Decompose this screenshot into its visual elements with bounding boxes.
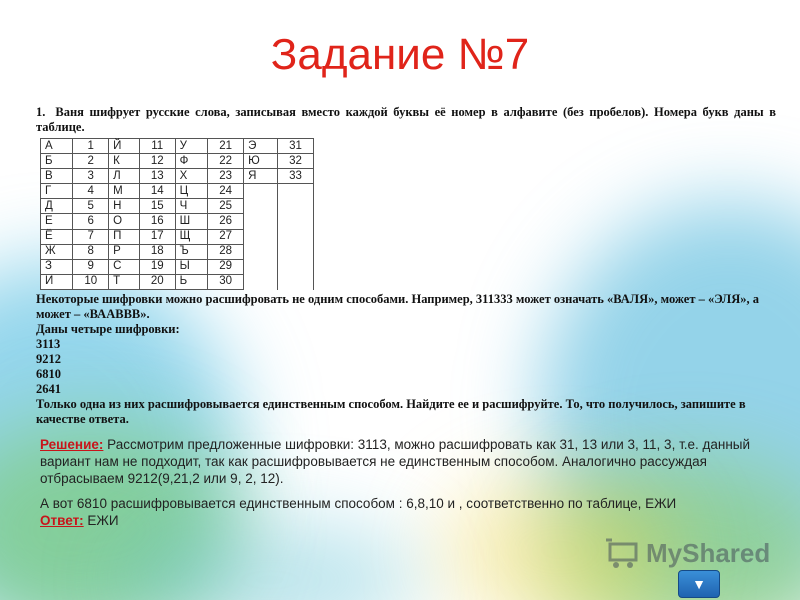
letter-cell: И <box>41 274 73 289</box>
table-row <box>41 244 314 259</box>
codes-list <box>36 337 776 397</box>
task-given: Даны четыре шифровки: <box>36 322 180 336</box>
number-cell: 1 <box>73 139 109 154</box>
number-cell: 13 <box>139 169 175 184</box>
letter-cell <box>244 199 278 214</box>
letter-cell: Т <box>109 274 140 289</box>
code-item: 6810 <box>36 367 61 381</box>
number-cell: 14 <box>139 184 175 199</box>
letter-cell: Ц <box>175 184 208 199</box>
table-row <box>41 199 314 214</box>
table-row <box>41 184 314 199</box>
number-cell: 4 <box>73 184 109 199</box>
number-cell: 9 <box>73 259 109 274</box>
code-item: 9212 <box>36 352 61 366</box>
letter-cell: Ж <box>41 244 73 259</box>
letter-cell: К <box>109 154 140 169</box>
letter-cell: Х <box>175 169 208 184</box>
number-cell: 27 <box>208 229 244 244</box>
number-cell: 20 <box>139 274 175 289</box>
solution <box>40 436 780 535</box>
number-cell: 6 <box>73 214 109 229</box>
number-cell: 21 <box>208 139 244 154</box>
letter-cell: О <box>109 214 140 229</box>
table-row <box>41 154 314 169</box>
number-cell: 7 <box>73 229 109 244</box>
number-cell: 17 <box>139 229 175 244</box>
letter-cell: С <box>109 259 140 274</box>
letter-cell: Ш <box>175 214 208 229</box>
myshared-logo[interactable] <box>606 536 776 596</box>
number-cell: 30 <box>208 274 244 289</box>
number-cell: 10 <box>73 274 109 289</box>
alphabet-table <box>40 138 314 290</box>
number-cell: 2 <box>73 154 109 169</box>
number-cell: 5 <box>73 199 109 214</box>
task-question: Только одна из них расшифровывается единственным способом. Найдите ее и расшифруйте. То, что получилось, запишите в качестве ответа. <box>36 397 746 426</box>
letter-cell: А <box>41 139 73 154</box>
number-cell: 31 <box>278 139 314 154</box>
download-arrow-button[interactable] <box>678 570 720 598</box>
answer-value: ЕЖИ <box>83 513 119 528</box>
letter-cell <box>244 229 278 244</box>
code-item: 2641 <box>36 382 61 396</box>
number-cell: 22 <box>208 154 244 169</box>
letter-cell: Ф <box>175 154 208 169</box>
number-cell <box>278 214 314 229</box>
number-cell: 16 <box>139 214 175 229</box>
task-body <box>36 292 776 427</box>
letter-cell <box>244 184 278 199</box>
letter-cell: Н <box>109 199 140 214</box>
number-cell: 29 <box>208 259 244 274</box>
logo-text: MyShared <box>646 538 771 568</box>
arrow-down-icon: ▼ <box>692 576 706 592</box>
number-cell: 23 <box>208 169 244 184</box>
task-number: 1. <box>36 105 46 119</box>
table-row <box>41 139 314 154</box>
number-cell <box>278 199 314 214</box>
number-cell <box>278 184 314 199</box>
number-cell <box>278 229 314 244</box>
letter-cell: Р <box>109 244 140 259</box>
number-cell: 28 <box>208 244 244 259</box>
letter-cell <box>244 259 278 274</box>
number-cell: 24 <box>208 184 244 199</box>
task-intro: Ваня шифрует русские слова, записывая вместо каждой буквы её номер в алфавите (без пробелов). Номера букв даны в таблице. <box>36 105 776 134</box>
task-text <box>36 105 776 135</box>
number-cell: 26 <box>208 214 244 229</box>
letter-cell: В <box>41 169 73 184</box>
cart-icon <box>606 536 642 570</box>
letter-cell: Д <box>41 199 73 214</box>
solution-text: Рассмотрим предложенные шифровки: 3113, можно расшифровать как 31, 13 или 3, 11, 3, т.е. данный вариант нам не подходит, так как расшифровывается не единственным способом. Аналогично рассуждая отбрасываем 9212(9,21,2 или 9, 2, 12). <box>40 437 751 486</box>
number-cell: 18 <box>139 244 175 259</box>
letter-cell: Ю <box>244 154 278 169</box>
letter-cell: Л <box>109 169 140 184</box>
letter-cell: Ч <box>175 199 208 214</box>
solution-text-2: А вот 6810 расшифровывается единственным способом : 6,8,10 и , соответственно по таблице, ЕЖИ <box>40 496 677 511</box>
number-cell: 12 <box>139 154 175 169</box>
letter-cell: З <box>41 259 73 274</box>
table-row <box>41 229 314 244</box>
letter-cell: Ъ <box>175 244 208 259</box>
letter-cell: Е <box>41 214 73 229</box>
number-cell <box>278 259 314 274</box>
number-cell: 15 <box>139 199 175 214</box>
number-cell: 32 <box>278 154 314 169</box>
number-cell: 25 <box>208 199 244 214</box>
number-cell <box>278 244 314 259</box>
letter-cell: Ы <box>175 259 208 274</box>
number-cell <box>278 274 314 289</box>
page-title: Задание №7 <box>270 30 530 79</box>
solution-label: Решение: <box>40 437 104 452</box>
letter-cell: Б <box>41 154 73 169</box>
table-row <box>41 214 314 229</box>
letter-cell: Г <box>41 184 73 199</box>
answer-label: Ответ: <box>40 513 84 528</box>
letter-cell: Ь <box>175 274 208 289</box>
letter-cell: Щ <box>175 229 208 244</box>
letter-cell <box>244 244 278 259</box>
letter-cell <box>244 214 278 229</box>
letter-cell: Ё <box>41 229 73 244</box>
letter-cell: М <box>109 184 140 199</box>
letter-cell: П <box>109 229 140 244</box>
table-row <box>41 169 314 184</box>
code-item: 3113 <box>36 337 61 351</box>
number-cell: 3 <box>73 169 109 184</box>
table-row <box>41 274 314 289</box>
letter-cell: Я <box>244 169 278 184</box>
letter-cell <box>244 274 278 289</box>
task-example: Некоторые шифровки можно расшифровать не одним способами. Например, 311333 может означать «ВАЛЯ», может – «ЭЛЯ», а может – «ВААВВВ». <box>36 292 760 321</box>
number-cell: 19 <box>139 259 175 274</box>
letter-cell: У <box>175 139 208 154</box>
letter-cell: Э <box>244 139 278 154</box>
number-cell: 8 <box>73 244 109 259</box>
table-row <box>41 259 314 274</box>
number-cell: 11 <box>139 139 175 154</box>
letter-cell: Й <box>109 139 140 154</box>
number-cell: 33 <box>278 169 314 184</box>
